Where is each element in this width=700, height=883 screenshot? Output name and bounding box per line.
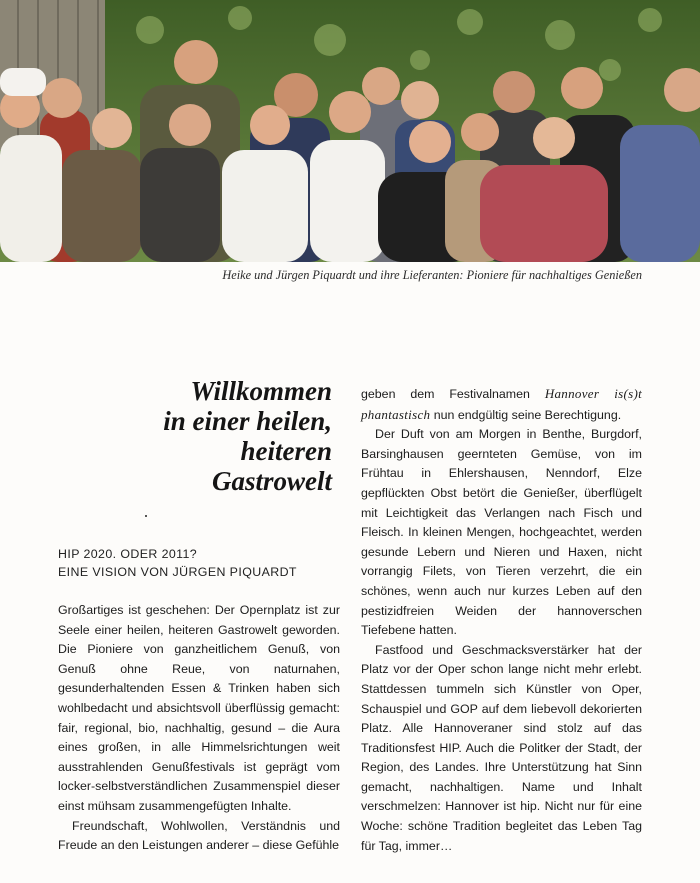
headline-line: Gastrowelt <box>211 466 332 496</box>
photo-caption: Heike und Jürgen Piquardt und ihre Lieferanten: Pioniere für nachhaltiges Genießen <box>222 268 642 282</box>
kicker-line: EINE VISION VON JÜRGEN PIQUARDT <box>58 565 297 579</box>
headline-line: Willkommen <box>190 376 332 406</box>
decorative-dot <box>145 515 147 517</box>
kicker-line: HIP 2020. ODER 2011? <box>58 547 198 561</box>
left-column <box>58 601 340 856</box>
paragraph: Fastfood und Geschmacksverstärker hat der Platz vor der Oper schon lange nicht mehr erlebt. Stattdessen tummeln sich Künstler von Oper, Schauspiel und GOP auf dem liebevoll dekorierten Platz. Alle Hannoveraner sind stolz auf das Traditionsfest HIP. Auch die Politker der Stadt, der Region, des Landes. Ihre Unterstützung hat Sinn gemacht, nachhaltigen. Name und Inhalt verschmelzen: Hannover ist hip. Nicht nur für eine Woche: schöne Tradition begleitet das Leben Tag für Tag, immer… <box>361 642 642 853</box>
group-photo <box>0 0 700 262</box>
article-headline <box>110 376 332 496</box>
headline-line: in einer heilen, <box>163 406 332 436</box>
paragraph-text: geben dem Festivalnamen <box>361 387 545 401</box>
group-photo-illustration <box>0 0 700 262</box>
paragraph: Freundschaft, Wohlwollen, Verständnis und Freude an den Leistungen anderer – diese Gefühle <box>58 818 340 853</box>
paragraph <box>361 384 642 425</box>
right-column <box>361 384 642 856</box>
paragraph: Der Duft von am Morgen in Benthe, Burgdorf, Barsinghausen geernteten Gemüse, von im Frühtau in Ehlershausen, Nenndorf, Elze gepflückten Obst betört die Genießer, überflügelt mit Leichtigkeit das Verlangen nach Fisch und Fleisch. In kleinen Mengen, hochgeachtet, werden gesunde Lebern und Nieren und Haxen, nicht vorrangig Filets, von Tieren verzehrt, die ein schönes, wenn auch nur kurzes Leben auf den pestizidfreien Weiden der hannoverschen Tiefebene hatten. <box>361 427 642 638</box>
headline-line: heiteren <box>240 436 332 466</box>
festival-name: Hannover is(s)t phantastisch <box>361 386 642 422</box>
paragraph-text: nun endgültig seine Berechtigung. <box>430 407 622 422</box>
article-kicker <box>58 545 348 581</box>
paragraph: Großartiges ist geschehen: Der Opernplatz ist zur Seele einer heilen, heiteren Gastrowelt geworden. Die Pioniere von ganzheitlichem Genuß, von Genuß ohne Reue, von naturnahen, gesunderhaltenden Essen & Trinken haben sich wohlbedacht und absichtsvoll überflüssig gemacht: fair, regional, bio, nachhaltig, gesund – die Aura eines großen, in alle Himmelsrichtungen weit ausstrahlenden Genußfestivals ist geprägt vom locker-selbstverständlichen Zusammenspiel dieser einst mühsam zusammengefügten Inhalte. <box>58 603 340 813</box>
